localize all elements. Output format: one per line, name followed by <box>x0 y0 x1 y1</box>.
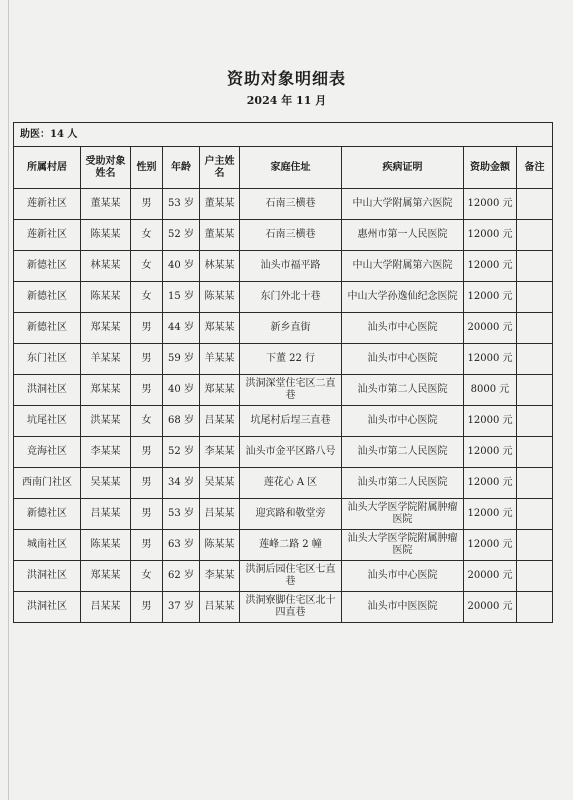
cell-medical-proof: 汕头市第二人民医院 <box>342 375 464 406</box>
cell-household-head: 李某某 <box>200 561 240 592</box>
cell-medical-proof: 中山大学附属第六医院 <box>342 189 464 220</box>
table-row <box>14 375 553 406</box>
cell-age: 59 岁 <box>163 344 200 375</box>
cell-remarks <box>517 189 553 220</box>
cell-recipient-name: 吕某某 <box>81 499 131 530</box>
cell-amount: 12000 元 <box>464 468 517 499</box>
cell-medical-proof: 惠州市第一人民医院 <box>342 220 464 251</box>
cell-address: 洪洞深堂住宅区二直巷 <box>240 375 342 406</box>
cell-village: 城南社区 <box>14 530 81 561</box>
cell-household-head: 董某某 <box>200 220 240 251</box>
cell-amount: 8000 元 <box>464 375 517 406</box>
table-row <box>14 499 553 530</box>
cell-age: 63 岁 <box>163 530 200 561</box>
header-row <box>14 147 553 189</box>
cell-recipient-name: 郑某某 <box>81 313 131 344</box>
cell-amount: 12000 元 <box>464 220 517 251</box>
cell-village: 坑尾社区 <box>14 406 81 437</box>
cell-medical-proof: 汕头市中心医院 <box>342 313 464 344</box>
cell-address: 汕头市福平路 <box>240 251 342 282</box>
cell-remarks <box>517 561 553 592</box>
cell-amount: 12000 元 <box>464 530 517 561</box>
cell-village: 东门社区 <box>14 344 81 375</box>
cell-recipient-name: 吕某某 <box>81 592 131 623</box>
cell-recipient-name: 李某某 <box>81 437 131 468</box>
cell-age: 52 岁 <box>163 220 200 251</box>
cell-address: 洪洞后园住宅区七直巷 <box>240 561 342 592</box>
table-row <box>14 251 553 282</box>
cell-amount: 12000 元 <box>464 251 517 282</box>
cell-household-head: 郑某某 <box>200 375 240 406</box>
cell-household-head: 吕某某 <box>200 499 240 530</box>
cell-remarks <box>517 530 553 561</box>
cell-address: 洪洞寮脚住宅区北十四直巷 <box>240 592 342 623</box>
cell-amount: 20000 元 <box>464 561 517 592</box>
cell-recipient-name: 董某某 <box>81 189 131 220</box>
cell-household-head: 李某某 <box>200 437 240 468</box>
header-household-head: 户主姓名 <box>200 147 240 189</box>
cell-remarks <box>517 220 553 251</box>
page-edge-shadow <box>8 0 9 800</box>
cell-village: 西南门社区 <box>14 468 81 499</box>
cell-medical-proof: 汕头市中心医院 <box>342 561 464 592</box>
cell-address: 石南三横巷 <box>240 220 342 251</box>
cell-remarks <box>517 468 553 499</box>
cell-village: 莲新社区 <box>14 220 81 251</box>
table-row <box>14 530 553 561</box>
header-remarks: 备注 <box>517 147 553 189</box>
cell-gender: 女 <box>131 282 163 313</box>
cell-household-head: 董某某 <box>200 189 240 220</box>
cell-village: 新德社区 <box>14 282 81 313</box>
cell-recipient-name: 林某某 <box>81 251 131 282</box>
cell-remarks <box>517 499 553 530</box>
cell-medical-proof: 汕头大学医学院附属肿瘤医院 <box>342 499 464 530</box>
cell-amount: 12000 元 <box>464 344 517 375</box>
cell-gender: 女 <box>131 406 163 437</box>
table-row <box>14 468 553 499</box>
cell-age: 53 岁 <box>163 499 200 530</box>
count-row <box>14 123 553 147</box>
cell-village: 新德社区 <box>14 499 81 530</box>
cell-medical-proof: 汕头大学医学院附属肿瘤医院 <box>342 530 464 561</box>
cell-village: 竞海社区 <box>14 437 81 468</box>
cell-amount: 12000 元 <box>464 189 517 220</box>
cell-gender: 男 <box>131 344 163 375</box>
cell-age: 34 岁 <box>163 468 200 499</box>
cell-address: 莲峰二路 2 幢 <box>240 530 342 561</box>
table-row <box>14 313 553 344</box>
header-age: 年龄 <box>163 147 200 189</box>
header-village: 所属村居 <box>14 147 81 189</box>
table-row <box>14 344 553 375</box>
beneficiary-table <box>13 122 553 623</box>
table-row <box>14 406 553 437</box>
cell-age: 40 岁 <box>163 251 200 282</box>
cell-age: 53 岁 <box>163 189 200 220</box>
cell-village: 新德社区 <box>14 313 81 344</box>
header-medical-proof: 疾病证明 <box>342 147 464 189</box>
cell-amount: 20000 元 <box>464 313 517 344</box>
cell-household-head: 羊某某 <box>200 344 240 375</box>
cell-remarks <box>517 344 553 375</box>
cell-address: 迎宾路和敬堂旁 <box>240 499 342 530</box>
cell-remarks <box>517 313 553 344</box>
cell-amount: 12000 元 <box>464 282 517 313</box>
cell-amount: 12000 元 <box>464 437 517 468</box>
cell-address: 新乡直街 <box>240 313 342 344</box>
cell-age: 37 岁 <box>163 592 200 623</box>
header-amount: 资助金额 <box>464 147 517 189</box>
cell-recipient-name: 陈某某 <box>81 530 131 561</box>
cell-recipient-name: 陈某某 <box>81 282 131 313</box>
cell-gender: 女 <box>131 561 163 592</box>
header-address: 家庭住址 <box>240 147 342 189</box>
cell-village: 洪洞社区 <box>14 592 81 623</box>
cell-medical-proof: 汕头市第二人民医院 <box>342 468 464 499</box>
cell-address: 坑尾村后埕三直巷 <box>240 406 342 437</box>
cell-age: 62 岁 <box>163 561 200 592</box>
cell-address: 东门外北十巷 <box>240 282 342 313</box>
table-row <box>14 282 553 313</box>
cell-gender: 女 <box>131 251 163 282</box>
cell-gender: 男 <box>131 468 163 499</box>
cell-remarks <box>517 282 553 313</box>
cell-household-head: 林某某 <box>200 251 240 282</box>
cell-household-head: 陈某某 <box>200 530 240 561</box>
recipient-count: 助医：14 人 <box>14 123 553 147</box>
cell-gender: 男 <box>131 189 163 220</box>
cell-address: 汕头市金平区路八号 <box>240 437 342 468</box>
cell-address: 莲花心 A 区 <box>240 468 342 499</box>
cell-household-head: 吕某某 <box>200 406 240 437</box>
cell-gender: 男 <box>131 437 163 468</box>
table-row <box>14 561 553 592</box>
table-row <box>14 437 553 468</box>
cell-medical-proof: 中山大学附属第六医院 <box>342 251 464 282</box>
table-row <box>14 220 553 251</box>
cell-gender: 男 <box>131 499 163 530</box>
cell-address: 下董 22 行 <box>240 344 342 375</box>
cell-medical-proof: 汕头市中心医院 <box>342 344 464 375</box>
cell-remarks <box>517 592 553 623</box>
cell-address: 石南三横巷 <box>240 189 342 220</box>
cell-recipient-name: 郑某某 <box>81 561 131 592</box>
cell-recipient-name: 陈某某 <box>81 220 131 251</box>
table-body <box>14 189 553 623</box>
header-recipient-name: 受助对象姓名 <box>81 147 131 189</box>
cell-amount: 20000 元 <box>464 592 517 623</box>
cell-gender: 男 <box>131 530 163 561</box>
cell-recipient-name: 郑某某 <box>81 375 131 406</box>
cell-village: 莲新社区 <box>14 189 81 220</box>
cell-medical-proof: 中山大学孙逸仙纪念医院 <box>342 282 464 313</box>
header-gender: 性别 <box>131 147 163 189</box>
cell-village: 洪洞社区 <box>14 561 81 592</box>
cell-age: 44 岁 <box>163 313 200 344</box>
document-title: 资助对象明细表 <box>226 69 346 88</box>
cell-gender: 男 <box>131 375 163 406</box>
cell-recipient-name: 洪某某 <box>81 406 131 437</box>
cell-medical-proof: 汕头市第二人民医院 <box>342 437 464 468</box>
cell-village: 新德社区 <box>14 251 81 282</box>
cell-household-head: 吕某某 <box>200 592 240 623</box>
cell-remarks <box>517 251 553 282</box>
table-row <box>14 189 553 220</box>
cell-gender: 男 <box>131 313 163 344</box>
cell-medical-proof: 汕头市中心医院 <box>342 406 464 437</box>
cell-medical-proof: 汕头市中医医院 <box>342 592 464 623</box>
cell-gender: 男 <box>131 592 163 623</box>
cell-amount: 12000 元 <box>464 499 517 530</box>
cell-age: 15 岁 <box>163 282 200 313</box>
cell-household-head: 陈某某 <box>200 282 240 313</box>
cell-age: 68 岁 <box>163 406 200 437</box>
cell-remarks <box>517 375 553 406</box>
cell-recipient-name: 羊某某 <box>81 344 131 375</box>
cell-household-head: 吴某某 <box>200 468 240 499</box>
cell-household-head: 郑某某 <box>200 313 240 344</box>
cell-amount: 12000 元 <box>464 406 517 437</box>
cell-age: 40 岁 <box>163 375 200 406</box>
cell-remarks <box>517 437 553 468</box>
table-row <box>14 592 553 623</box>
document-date: 2024 年 11 月 <box>246 94 327 107</box>
cell-remarks <box>517 406 553 437</box>
cell-gender: 女 <box>131 220 163 251</box>
cell-age: 52 岁 <box>163 437 200 468</box>
cell-recipient-name: 吴某某 <box>81 468 131 499</box>
cell-village: 洪洞社区 <box>14 375 81 406</box>
